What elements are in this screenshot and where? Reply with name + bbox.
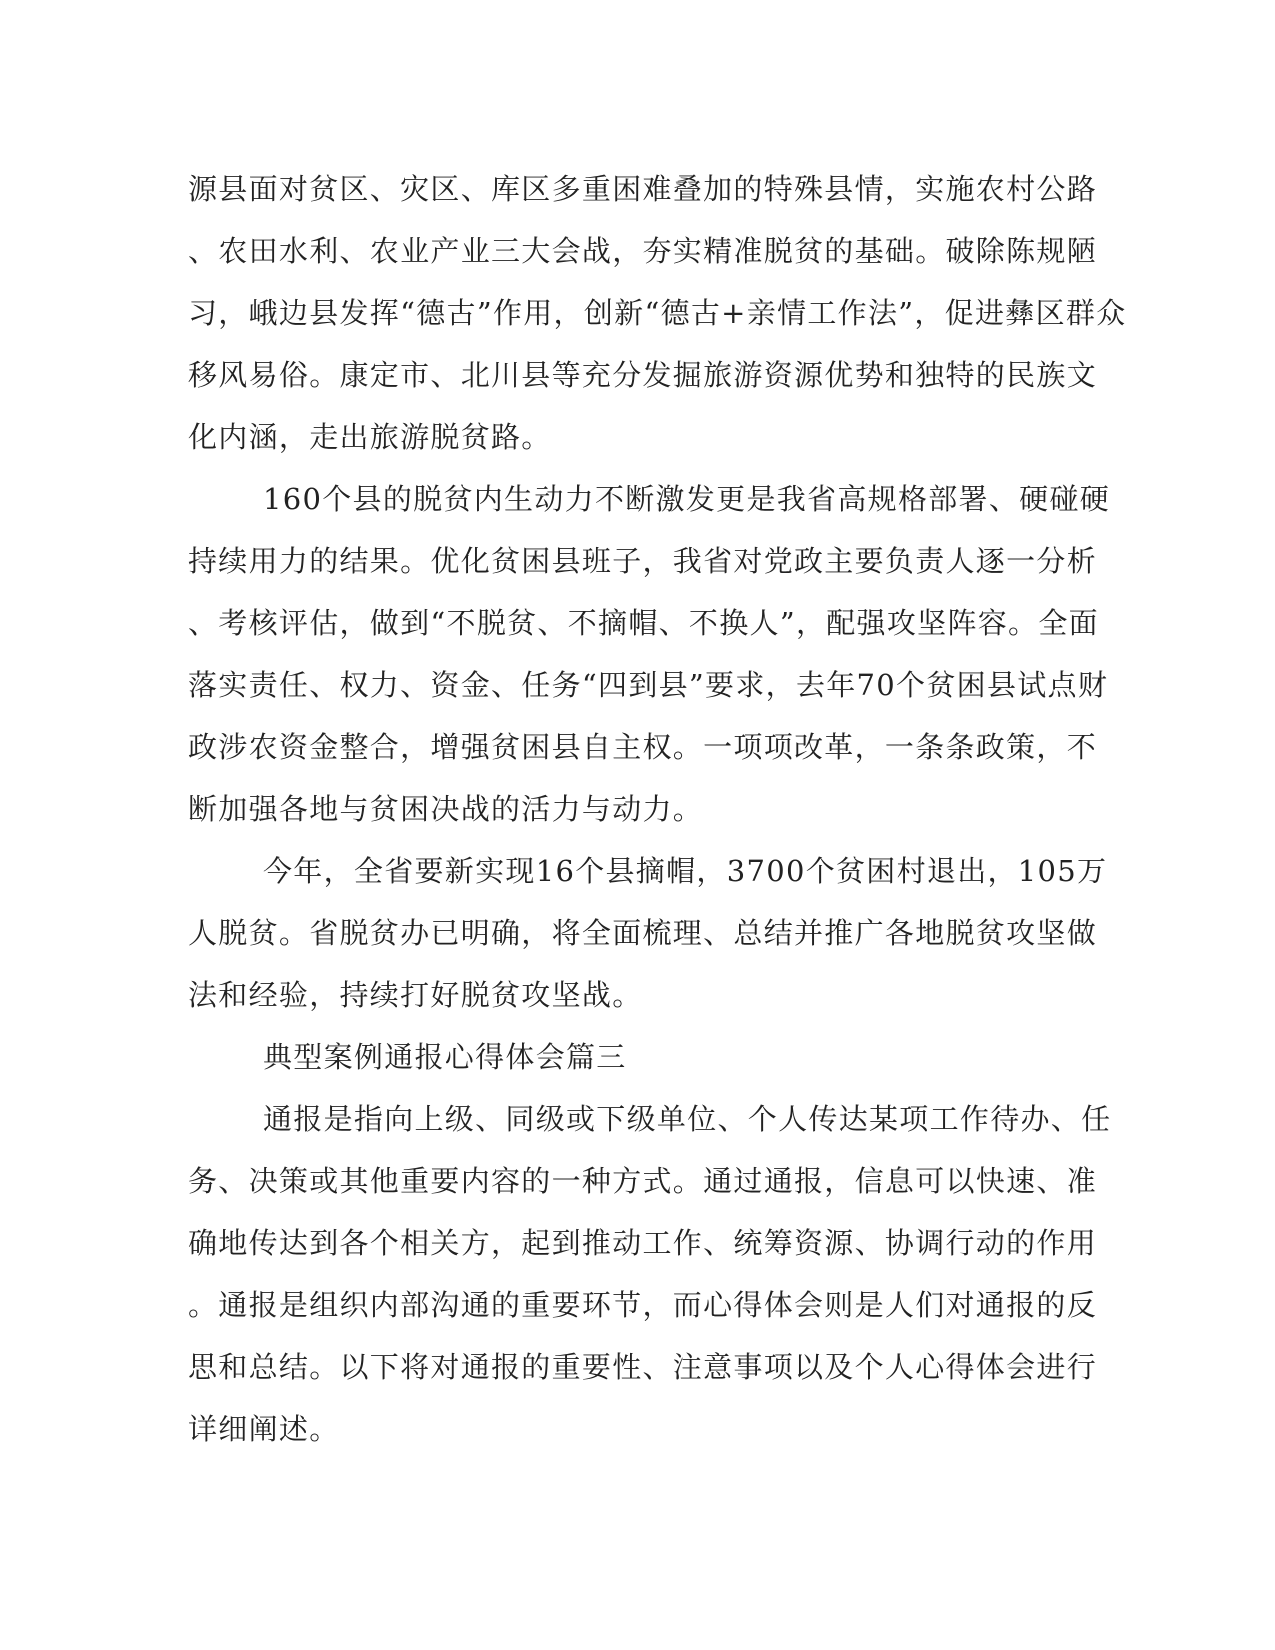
text-line: 持续用力的结果。优化贫困县班子，我省对党政主要负责人逐一分析 xyxy=(188,544,1098,578)
text-line: 法和经验，持续打好脱贫攻坚战。 xyxy=(188,978,643,1012)
section-heading xyxy=(188,1026,1088,1088)
heading-text: 典型案例通报心得体会篇三 xyxy=(263,1040,627,1074)
text-line: 务、决策或其他重要内容的一种方式。通过通报，信息可以快速、准 xyxy=(188,1164,1098,1198)
paragraph xyxy=(188,1088,1112,1460)
text-line: 详细阐述。 xyxy=(188,1412,340,1446)
text-line: 化内涵，走出旅游脱贫路。 xyxy=(188,420,552,454)
text-line: 政涉农资金整合，增强贫困县自主权。一项项改革，一条条政策，不 xyxy=(188,730,1098,764)
text-line: 确地传达到各个相关方，起到推动工作、统筹资源、协调行动的作用 xyxy=(188,1226,1098,1260)
text-line: 通报是指向上级、同级或下级单位、个人传达某项工作待办、任 xyxy=(263,1102,1112,1136)
text-line: 习，峨边县发挥“德古”作用，创新“德古+亲情工作法”，促进彝区群众 xyxy=(188,296,1127,330)
body-text xyxy=(188,158,1127,1460)
paragraph xyxy=(188,840,1108,1026)
text-line: 断加强各地与贫困决战的活力与动力。 xyxy=(188,792,704,826)
text-line: 思和总结。以下将对通报的重要性、注意事项以及个人心得体会进行 xyxy=(188,1350,1098,1384)
text-line: 人脱贫。省脱贫办已明确，将全面梳理、总结并推广各地脱贫攻坚做 xyxy=(188,916,1098,950)
paragraph xyxy=(188,468,1111,840)
text-line: 落实责任、权力、资金、任务“四到县”要求，去年70个贫困县试点财 xyxy=(188,668,1109,702)
text-line: 、农田水利、农业产业三大会战，夯实精准脱贫的基础。破除陈规陋 xyxy=(188,234,1098,268)
text-line: 移风易俗。康定市、北川县等充分发掘旅游资源优势和独特的民族文 xyxy=(188,358,1098,392)
text-line: 今年，全省要新实现16个县摘帽，3700个贫困村退出，105万 xyxy=(263,854,1108,888)
text-line: 源县面对贫区、灾区、库区多重困难叠加的特殊县情，实施农村公路 xyxy=(188,172,1098,206)
paragraph-continued xyxy=(188,158,1127,468)
text-line: 。通报是组织内部沟通的重要环节，而心得体会则是人们对通报的反 xyxy=(188,1288,1098,1322)
text-line: 160个县的脱贫内生动力不断激发更是我省高规格部署、硬碰硬 xyxy=(263,482,1111,516)
text-line: 、考核评估，做到“不脱贫、不摘帽、不换人”，配强攻坚阵容。全面 xyxy=(188,606,1099,640)
